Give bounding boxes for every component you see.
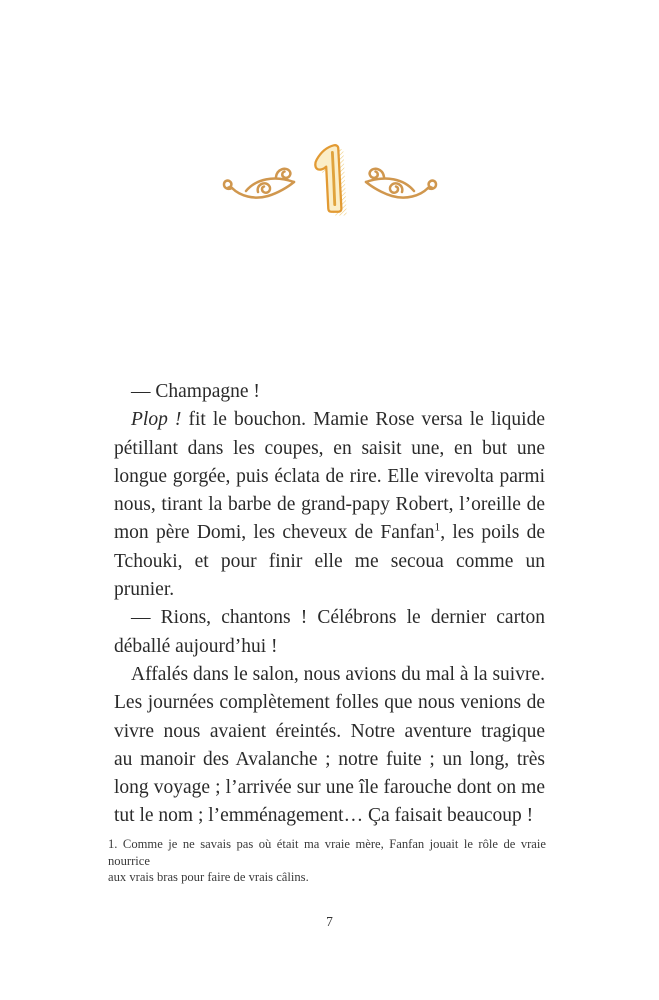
body-text <box>114 378 545 831</box>
text-segment: long voyage ; l’arrivée sur une île farouche dont on me <box>114 777 545 799</box>
text-segment: fit le bouchon. Mamie Rose versa le liquide <box>181 409 546 431</box>
paragraph <box>114 406 545 604</box>
text-segment: vivre nous avaient éreintés. Notre aventure tragique <box>114 720 545 742</box>
text-segment: nous, tirant la barbe de grand-papy Robert, l’oreille de <box>114 494 545 516</box>
text-segment: Tchouki, et pour finir elle me secoua comme un prunier. <box>114 550 545 601</box>
chapter-number <box>309 142 351 216</box>
text-segment: 1. Comme je ne savais pas où était ma vraie mère, Fanfan jouait le rôle de vraie nourrice <box>108 837 546 868</box>
chapter-ornament <box>0 142 659 216</box>
text-line <box>114 633 545 661</box>
text-segment: déballé aujourd’hui ! <box>114 635 278 657</box>
text-segment: — Rions, chantons ! Célébrons le dernier carton <box>131 607 545 629</box>
text-line <box>114 548 545 605</box>
left-flourish-icon <box>222 158 298 214</box>
text-line <box>114 435 545 463</box>
paragraph <box>114 604 545 661</box>
italic-text: Plop ! <box>131 409 182 431</box>
text-segment: Affalés dans le salon, nous avions du mal à la suivre. <box>131 663 545 685</box>
text-segment: , les poils de <box>440 522 545 544</box>
text-segment: — Champagne ! <box>131 381 260 402</box>
text-line <box>114 463 545 491</box>
page-number: 7 <box>326 914 333 929</box>
text-line <box>108 869 546 886</box>
right-flourish-icon <box>362 158 438 214</box>
text-segment: tut le nom ; l’emménagement… Ça faisait beaucoup ! <box>114 805 534 827</box>
paragraph <box>114 661 545 831</box>
footnote <box>108 836 546 886</box>
text-line <box>114 604 545 632</box>
text-line <box>108 836 546 869</box>
text-line <box>114 406 545 434</box>
text-segment: aux vrais bras pour faire de vrais câlins. <box>108 870 309 884</box>
paragraph <box>108 836 546 886</box>
text-line <box>114 491 545 519</box>
text-line <box>114 718 545 746</box>
text-segment: longue gorgée, puis éclata de rire. Elle virevolta parmi <box>114 465 545 487</box>
text-segment: au manoir des Avalanche ; notre fuite ; un long, très <box>114 748 545 770</box>
text-line <box>114 774 545 802</box>
text-line <box>114 661 545 689</box>
text-line <box>114 746 545 774</box>
footnote-reference: 1 <box>434 521 441 534</box>
paragraph <box>114 378 545 406</box>
text-line <box>114 519 545 547</box>
text-segment: mon père Domi, les cheveux de Fanfan <box>114 522 435 544</box>
text-line <box>114 689 545 717</box>
text-line <box>114 802 545 830</box>
text-segment: Les journées complètement folles que nous venions de <box>114 692 545 714</box>
text-segment: pétillant dans les coupes, en saisit une, en but une <box>114 437 545 459</box>
text-line <box>114 378 545 406</box>
